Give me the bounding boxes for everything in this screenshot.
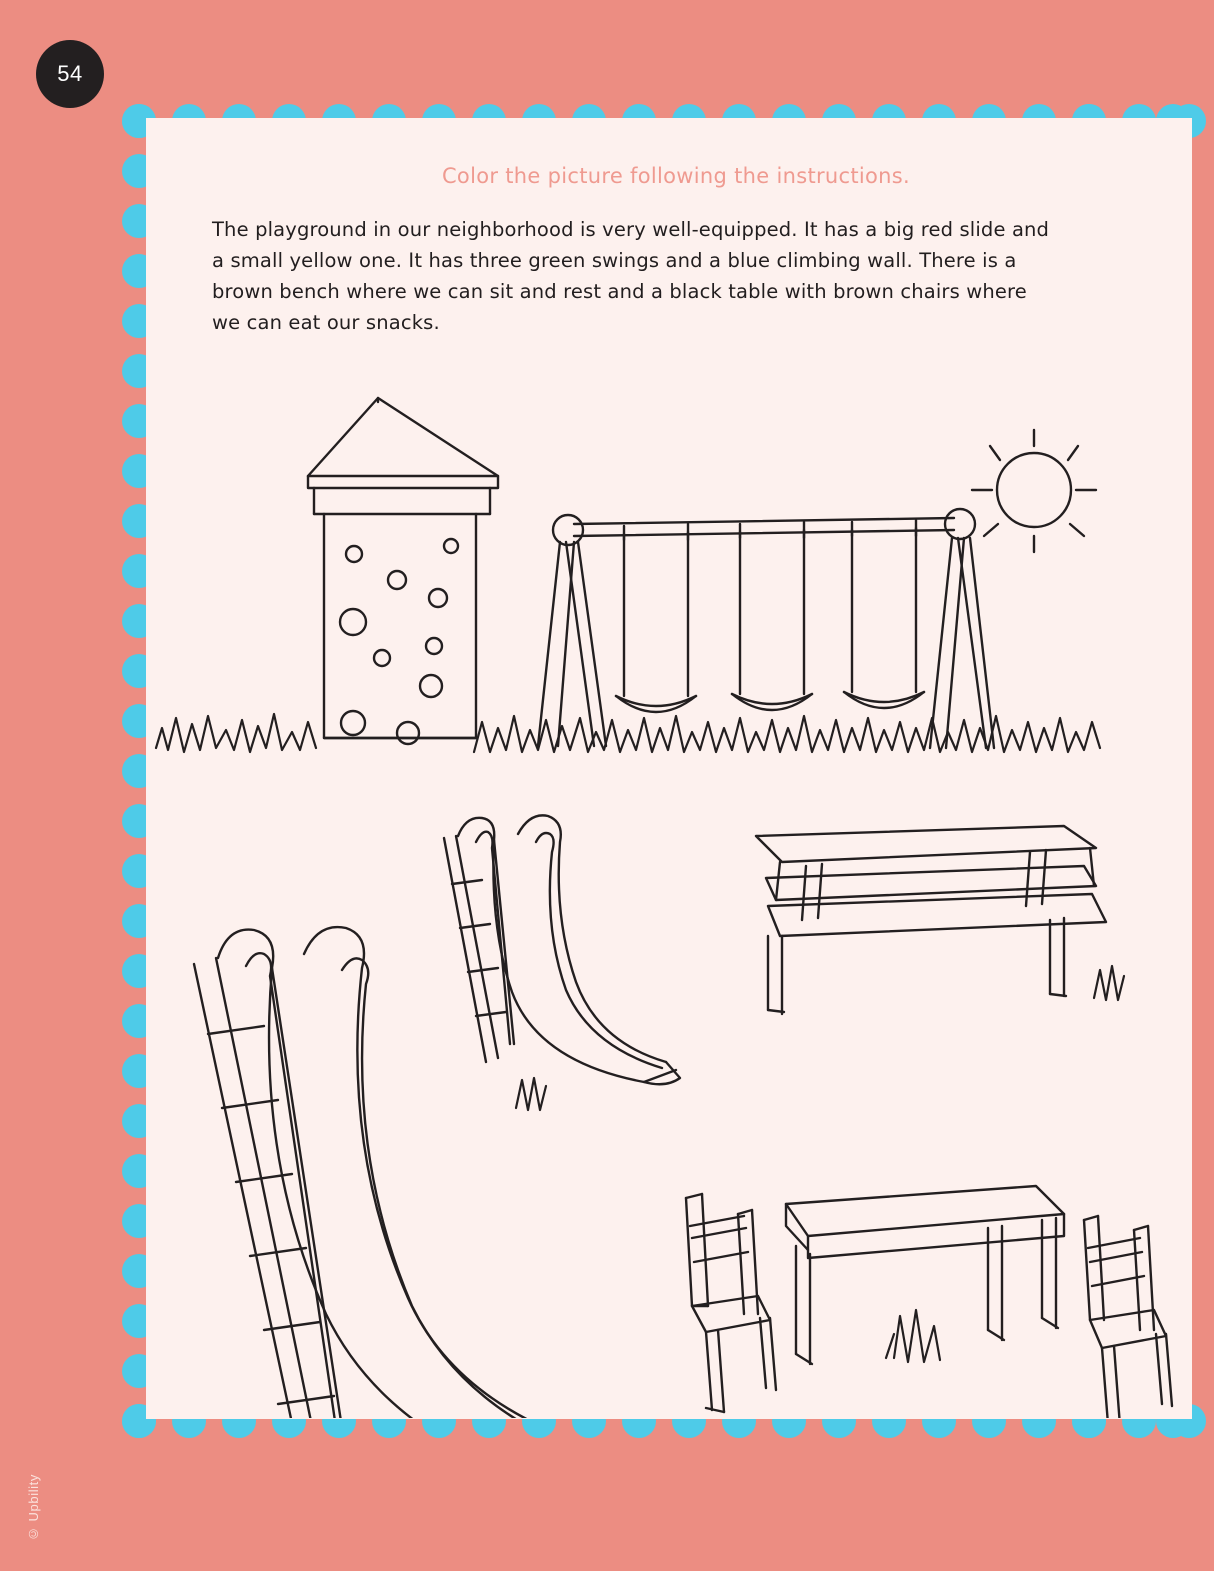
grass-strip: [156, 714, 1100, 752]
copyright-label: © Upbility: [26, 1473, 41, 1541]
playground-svg: [146, 318, 1192, 1418]
instruction-heading: Color the picture following the instructions.: [441, 164, 911, 188]
bench: [756, 826, 1124, 1014]
sun-icon: [972, 430, 1096, 552]
worksheet-content: [146, 118, 1192, 338]
chair-left: [686, 1194, 776, 1412]
passage-text: The playground in our neighborhood is very well-equipped. It has a big red slide and a small yellow one. It has three green swings and a blue climbing wall. There is a brown bench where we can sit and rest and a black table with brown chairs where we can eat our snacks.: [212, 218, 1050, 334]
swing-set: [538, 509, 994, 748]
big-slide: [194, 927, 686, 1418]
small-slide: [444, 815, 680, 1110]
climbing-wall-tower: [308, 398, 498, 744]
worksheet-card: [146, 118, 1192, 1419]
chair-right: [1084, 1216, 1172, 1418]
grass-tuft-center: [886, 1310, 940, 1362]
playground-illustration: [146, 318, 1192, 1418]
page-number-badge: [36, 40, 104, 108]
page-number-label: 54: [57, 61, 83, 86]
table: [786, 1186, 1064, 1364]
